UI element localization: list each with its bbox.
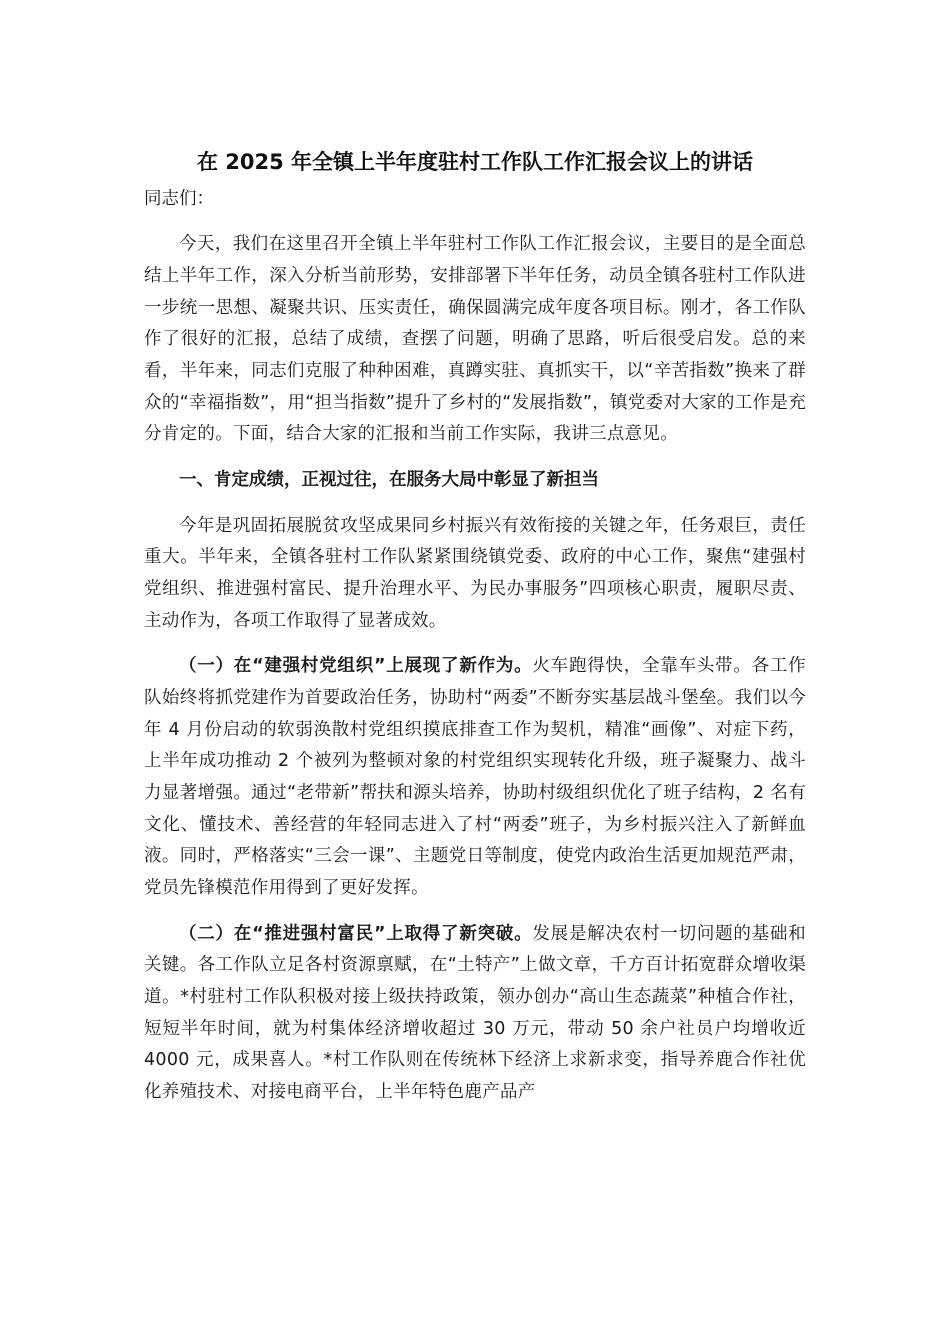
- section-1-heading: 一、肯定成绩，正视过往，在服务大局中彰显了新担当: [179, 469, 599, 490]
- section-1-paragraph: 今年是巩固拓展脱贫攻坚成果同乡村振兴有效衔接的关键之年，任务艰巨，责任重大。半年来，全镇各驻村工作队紧紧围绕镇党委、政府的中心工作，聚焦“建强村党组织、推进强村富民、提升治理水平、为民办事服务”四项核心职责，履职尽责、主动作为，各项工作取得了显著成效。: [144, 515, 806, 631]
- document-page: [144, 140, 806, 1109]
- intro-paragraph: 今天，我们在这里召开全镇上半年驻村工作队工作汇报会议，主要目的是全面总结上半年工作，深入分析当前形势，安排部署下半年任务，动员全镇各驻村工作队进一步统一思想、凝聚共识、压实责任，确保圆满完成年度各项目标。刚才，各工作队作了很好的汇报，总结了成绩，查摆了问题，明确了思路，听后很受启发。总的来看，半年来，同志们克服了种种困难，真蹲实驻、真抓实干，以“辛苦指数”换来了群众的“幸福指数”，用“担当指数”提升了乡村的“发展指数”，镇党委对大家的工作是充分肯定的。下面，结合大家的汇报和当前工作实际，我讲三点意见。: [144, 234, 806, 445]
- subsection-2-lead: （二）在“推进强村富民”上取得了新突破。: [179, 923, 533, 944]
- subsection-1-lead: （一）在“建强村党组织”上展现了新作为。: [179, 656, 533, 677]
- subsection-2-paragraph: [144, 919, 806, 1109]
- subsection-2-body: 发展是解决农村一切问题的基础和关键。各工作队立足各村资源禀赋，在“土特产”上做文章，千方百计拓宽群众增收渠道。*村驻村工作队积极对接上级扶持政策，领办创办“高山生态蔬菜”种植合作社，短短半年时间，就为村集体经济增收超过 30 万元，带动 50 余户社员户均增收近 4000 元，成果喜人。*村工作队则在传统林下经济上求新求变，指导养鹿合作社优化养殖技术、对接电商平台，上半年特色鹿产品产: [144, 923, 806, 1103]
- salutation: 同志们：: [144, 188, 214, 209]
- subsection-1-paragraph: [144, 651, 806, 904]
- document-title: 在 2025 年全镇上半年度驻村工作队工作汇报会议上的讲话: [196, 150, 754, 174]
- subsection-1-body: 火车跑得快，全靠车头带。各工作队始终将抓党建作为首要政治任务，协助村“两委”不断夯实基层战斗堡垒。我们以今年 4 月份启动的软弱涣散村党组织摸底排查工作为契机，精准“画像”、对症下药，上半年成功推动 2 个被列为整顿对象的村党组织实现转化升级，班子凝聚力、战斗力显著增强。通过“老带新”帮扶和源头培养，协助村级组织优化了班子结构，2 名有文化、懂技术、善经营的年轻同志进入了村“两委”班子，为乡村振兴注入了新鲜血液。同时，严格落实“三会一课”、主题党日等制度，使党内政治生活更加规范严肃，党员先锋模范作用得到了更好发挥。: [144, 656, 806, 899]
